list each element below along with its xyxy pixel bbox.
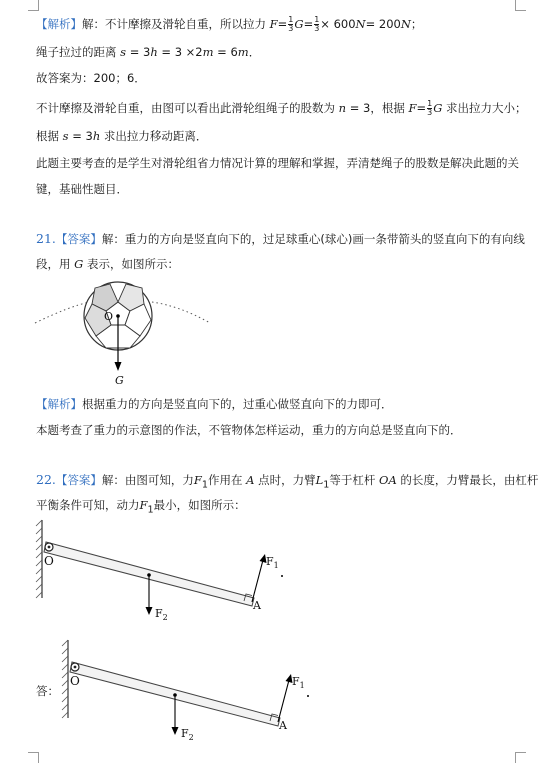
crop-mark-bottom-left (28, 752, 39, 763)
q21-line-1: 21.【答案】解：重力的方向是竖直向下的，过足球重心(球心)画一条带箭头的竖直向下的有向线 (36, 231, 525, 246)
lever-figure (34, 518, 294, 624)
f2-arrowhead (172, 727, 179, 735)
q20-line-2: 绳子拉过的距离 s = 3h = 3 ×2m = 6m． (36, 45, 261, 59)
q20-line-1: 【解析】解：不计摩擦及滑轮自重，所以拉力 F= $\frac{1}{3}$ G= $\frac{1}{3}$ × 600N= 200N； (36, 15, 423, 33)
fraction: $\frac{1}{3}$ (314, 15, 320, 33)
crop-mark-bottom-right (515, 752, 526, 763)
analysis-tag: 【解析】 (36, 397, 82, 411)
point-a-label: A (279, 719, 287, 732)
ground-dotted-curve-left (35, 302, 90, 323)
q20-line-5: 根据 s = 3h 求出拉力移动距离． (36, 129, 208, 143)
crop-mark-top-right (515, 0, 526, 11)
answer-tag: 【答案】 (55, 232, 102, 246)
q20-line-4: 不计摩擦及滑轮自重，由图可以看出此滑轮组绳子的股数为 n = 3，根据 F= $\frac{1}{3}$ G 求出拉力大小； (36, 99, 527, 117)
wall-hatching (36, 520, 42, 598)
wall-hatching (62, 640, 68, 718)
q20-line-7: 键，基础性题目． (36, 182, 128, 196)
lever-figure-answer (60, 638, 320, 744)
center-label: O (104, 310, 114, 323)
f1-arrow-shaft (252, 560, 263, 602)
f2-arrowhead (146, 607, 153, 615)
question-number: 21. (36, 231, 56, 246)
fraction: $\frac{1}{3}$ (288, 15, 294, 33)
pivot-label: O (44, 554, 54, 568)
f2-label: $F_2$ (155, 607, 168, 622)
q22-line-2: 平衡条件可知，动力$F_1$最小，如图所示： (36, 498, 246, 516)
q22-line-1: 22.【答案】解：由图可知，力$F_1$作用在 A 点时，力臂$L_1$等于杠杆 OA 的长度，力臂最长，由杠杆 (36, 472, 539, 491)
gravity-label: G (115, 374, 124, 387)
f1-arrow-shaft (278, 680, 289, 722)
ground-dotted-curve-right (152, 302, 210, 323)
answer-tag: 【答案】 (55, 473, 102, 487)
gravity-arrowhead (115, 362, 122, 371)
q21-line-3: 【解析】根据重力的方向是竖直向下的，过重心做竖直向下的力即可． (36, 397, 393, 411)
f2-label: $F_2$ (181, 727, 194, 742)
q20-line-6: 此题主要考查的是学生对滑轮组省力情况计算的理解和掌握，弄清楚绳子的股数是解决此题的关 (36, 156, 519, 170)
f1-label: $F_1$ (292, 675, 305, 690)
q21-line-2: 段，用 G 表示，如图所示： (36, 257, 179, 271)
crop-mark-top-left (28, 0, 39, 11)
analysis-tag: 【解析】 (36, 17, 82, 31)
pivot-label: O (70, 674, 80, 688)
football-gravity-figure (30, 278, 230, 388)
question-number: 22. (36, 472, 56, 487)
point-a-label: A (253, 599, 261, 612)
q20-line-3: 故答案为：200；6． (36, 71, 146, 85)
answer-label: 答： (36, 684, 59, 698)
f1-label: $F_1$ (266, 555, 279, 570)
q21-line-4: 本题考查了重力的示意图的作法，不管物体怎样运动，重力的方向总是竖直向下的． (36, 423, 462, 437)
